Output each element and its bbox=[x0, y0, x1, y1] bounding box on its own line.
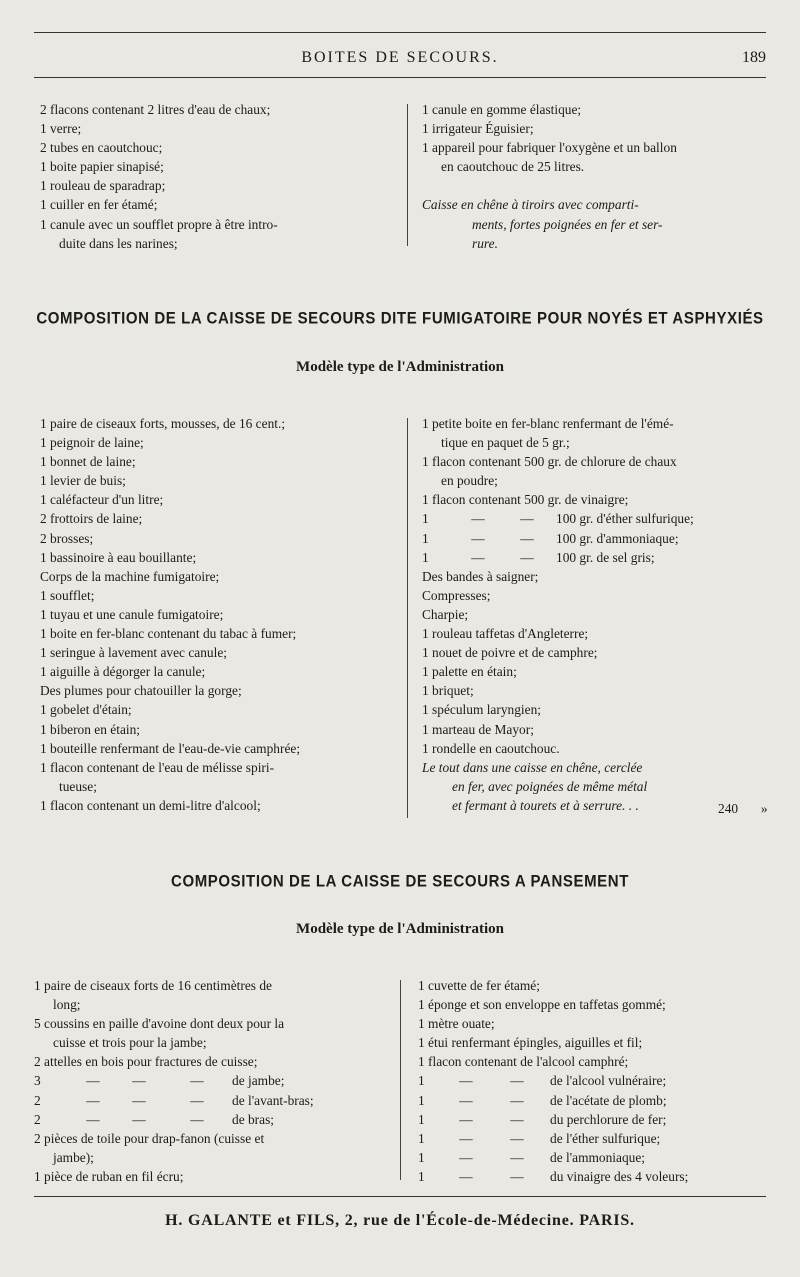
tabular-item bbox=[418, 1148, 773, 1167]
quantity: 1 bbox=[418, 1130, 425, 1146]
list-item: 1 pièce de ruban en fil écru; bbox=[34, 1168, 184, 1184]
list-item: 1 rondelle en caoutchouc. bbox=[422, 740, 560, 756]
list-item: 2 tubes en caoutchouc; bbox=[40, 140, 163, 156]
ditto-mark: — bbox=[86, 1073, 100, 1089]
quantity: 1 bbox=[422, 511, 429, 527]
list-item: 2 frottoirs de laine; bbox=[40, 511, 143, 527]
tabular-item bbox=[418, 1071, 773, 1090]
list-item: 5 coussins en paille d'avoine dont deux pour la bbox=[34, 1016, 285, 1032]
ditto-mark: — bbox=[132, 1073, 146, 1089]
ditto-mark: — bbox=[510, 1073, 524, 1089]
tabular-item bbox=[418, 1167, 773, 1186]
list-item: 1 appareil pour fabriquer l'oxygène et un ballon bbox=[422, 140, 677, 156]
section1-subtitle: Modèle type de l'Administration bbox=[296, 359, 504, 375]
quantity: 1 bbox=[418, 1092, 425, 1108]
top-column-separator bbox=[407, 104, 408, 246]
publisher-footer: H. GALANTE et FILS, 2, rue de l'École-de-Médecine. PARIS. bbox=[165, 1212, 635, 1229]
list-item: 1 boite papier sinapisé; bbox=[40, 159, 164, 175]
list-item: 1 canule en gomme élastique; bbox=[422, 102, 582, 117]
list-item: jambe); bbox=[53, 1149, 94, 1165]
ditto-mark: — bbox=[190, 1073, 204, 1089]
tabular-item bbox=[422, 509, 777, 528]
ditto-mark: — bbox=[520, 530, 534, 546]
ditto-mark: — bbox=[510, 1111, 524, 1127]
closing-note-line: en fer, avec poignées de même métal bbox=[452, 778, 648, 794]
ditto-mark: — bbox=[132, 1111, 146, 1127]
ditto-mark: — bbox=[471, 530, 485, 546]
list-item: 1 rouleau taffetas d'Angleterre; bbox=[422, 626, 589, 642]
ditto-mark: — bbox=[510, 1149, 524, 1165]
list-item: 1 boite en fer-blanc contenant du tabac à fumer; bbox=[40, 626, 297, 642]
item-text: de jambe; bbox=[232, 1073, 285, 1089]
list-item: 1 tuyau et une canule fumigatoire; bbox=[40, 606, 224, 622]
list-item: 1 flacon contenant de l'eau de mélisse spiri- bbox=[40, 759, 275, 775]
list-item: Caisse en chêne à tiroirs avec comparti- bbox=[422, 197, 639, 213]
ditto-mark: — bbox=[510, 1130, 524, 1146]
list-item: 1 levier de buis; bbox=[40, 473, 126, 489]
ditto-mark: — bbox=[471, 511, 485, 527]
list-item: 1 seringue à lavement avec canule; bbox=[40, 645, 228, 661]
list-item: 1 mètre ouate; bbox=[418, 1016, 495, 1032]
section2-right-column bbox=[418, 976, 773, 1186]
list-item: Des plumes pour chatouiller la gorge; bbox=[40, 683, 242, 699]
list-item: 1 rouleau de sparadrap; bbox=[40, 178, 166, 194]
tabular-item bbox=[34, 1110, 384, 1129]
list-item: 1 flacon contenant de l'alcool camphré; bbox=[418, 1054, 629, 1070]
quantity: 1 bbox=[418, 1149, 425, 1165]
quantity: 1 bbox=[422, 549, 429, 565]
ditto-mark: — bbox=[520, 549, 534, 565]
list-item: 1 gobelet d'étain; bbox=[40, 702, 132, 718]
quantity: 1 bbox=[422, 530, 429, 546]
tabular-item bbox=[418, 1129, 773, 1148]
ditto-mark: — bbox=[86, 1092, 100, 1108]
tabular-item bbox=[34, 1071, 384, 1090]
footer-rule bbox=[34, 1196, 766, 1197]
quantity: 2 bbox=[34, 1111, 41, 1127]
section2-left-column bbox=[34, 976, 384, 1186]
ditto-mark: — bbox=[459, 1149, 473, 1165]
quantity: 1 bbox=[418, 1168, 425, 1184]
list-item: Corps de la machine fumigatoire; bbox=[40, 568, 220, 584]
tabular-item bbox=[418, 1091, 773, 1110]
price-amount: 240 bbox=[718, 801, 739, 816]
list-item: 2 flacons contenant 2 litres d'eau de chaux; bbox=[40, 102, 271, 117]
list-item: Charpie; bbox=[422, 606, 469, 622]
ditto-mark: — bbox=[459, 1111, 473, 1127]
list-item: 1 verre; bbox=[40, 121, 82, 137]
list-item: en poudre; bbox=[441, 473, 498, 489]
item-text: de l'ammoniaque; bbox=[550, 1149, 646, 1165]
list-item: 2 attelles en bois pour fractures de cuisse; bbox=[34, 1054, 258, 1070]
section1-right-column bbox=[422, 414, 777, 815]
list-item: rure. bbox=[472, 235, 498, 251]
list-item: duite dans les narines; bbox=[59, 235, 178, 251]
list-item: 1 cuiller en fer étamé; bbox=[40, 197, 158, 213]
tabular-item bbox=[422, 548, 777, 567]
ditto-mark: — bbox=[510, 1168, 524, 1184]
item-text: 100 gr. d'ammoniaque; bbox=[556, 530, 679, 546]
list-item: 1 palette en étain; bbox=[422, 664, 517, 680]
ditto-mark: — bbox=[471, 549, 485, 565]
list-item: ments, fortes poignées en fer et ser- bbox=[472, 216, 663, 232]
price-value bbox=[718, 801, 768, 817]
ditto-mark: — bbox=[510, 1092, 524, 1108]
list-item: 1 petite boite en fer-blanc renfermant de l'émé- bbox=[422, 416, 674, 431]
list-item: 1 bonnet de laine; bbox=[40, 454, 136, 470]
top-left-column bbox=[40, 100, 402, 253]
list-item: 1 soufflet; bbox=[40, 587, 95, 603]
item-text: de l'éther sulfurique; bbox=[550, 1130, 661, 1146]
item-text: de l'acétate de plomb; bbox=[550, 1092, 667, 1108]
quantity: 2 bbox=[34, 1092, 41, 1108]
price-unit: » bbox=[760, 801, 768, 816]
item-text: 100 gr. de sel gris; bbox=[556, 549, 655, 565]
quantity: 1 bbox=[418, 1073, 425, 1089]
closing-note-line: Le tout dans une caisse en chêne, cerclée bbox=[422, 759, 643, 775]
list-item: tique en paquet de 5 gr.; bbox=[441, 435, 570, 451]
ditto-mark: — bbox=[190, 1111, 204, 1127]
quantity: 1 bbox=[418, 1111, 425, 1127]
list-item: 1 canule avec un soufflet propre à être intro- bbox=[40, 216, 278, 232]
ditto-mark: — bbox=[190, 1092, 204, 1108]
header-bottom-rule bbox=[34, 77, 766, 78]
list-item: 1 flacon contenant 500 gr. de chlorure de chaux bbox=[422, 454, 677, 470]
closing-note-line: et fermant à tourets et à serrure. . . bbox=[452, 797, 639, 813]
tabular-item bbox=[418, 1110, 773, 1129]
quantity: 3 bbox=[34, 1073, 41, 1089]
list-item: tueuse; bbox=[59, 778, 97, 794]
item-text: de bras; bbox=[232, 1111, 275, 1127]
list-item: 1 flacon contenant un demi-litre d'alcool; bbox=[40, 797, 261, 813]
list-item: long; bbox=[53, 997, 81, 1013]
list-item: 1 aiguille à dégorger la canule; bbox=[40, 664, 206, 680]
list-item: 1 cuvette de fer étamé; bbox=[418, 978, 540, 993]
section1-left-column bbox=[40, 414, 402, 815]
tabular-item bbox=[422, 529, 777, 548]
item-text: du perchlorure de fer; bbox=[550, 1111, 667, 1127]
ditto-mark: — bbox=[459, 1092, 473, 1108]
list-item bbox=[422, 176, 777, 195]
ditto-mark: — bbox=[520, 511, 534, 527]
item-text: 100 gr. d'éther sulfurique; bbox=[556, 511, 694, 527]
section1-column-separator bbox=[407, 418, 408, 818]
list-item: Compresses; bbox=[422, 587, 491, 603]
section1-title: COMPOSITION DE LA CAISSE DE SECOURS DITE FUMIGATOIRE POUR NOYÉS ET ASPHYXIÉS bbox=[36, 308, 764, 329]
item-text: de l'alcool vulnéraire; bbox=[550, 1073, 667, 1089]
list-item: 1 éponge et son enveloppe en taffetas gommé; bbox=[418, 997, 666, 1013]
list-item: 1 marteau de Mayor; bbox=[422, 721, 534, 737]
list-item: 1 nouet de poivre et de camphre; bbox=[422, 645, 598, 661]
section2-column-separator bbox=[400, 980, 401, 1180]
list-item: 1 biberon en étain; bbox=[40, 721, 141, 737]
list-item: cuisse et trois pour la jambe; bbox=[53, 1035, 207, 1051]
list-item: 1 flacon contenant 500 gr. de vinaigre; bbox=[422, 492, 629, 508]
list-item: 1 spéculum laryngien; bbox=[422, 702, 541, 718]
ditto-mark: — bbox=[132, 1092, 146, 1108]
list-item: 1 irrigateur Éguisier; bbox=[422, 121, 534, 137]
list-item: 2 brosses; bbox=[40, 530, 94, 546]
list-item: 2 pièces de toile pour drap-fanon (cuisse et bbox=[34, 1130, 265, 1146]
list-item: 1 caléfacteur d'un litre; bbox=[40, 492, 164, 508]
page-number: 189 bbox=[742, 49, 766, 66]
item-text: du vinaigre des 4 voleurs; bbox=[550, 1168, 689, 1184]
ditto-mark: — bbox=[459, 1130, 473, 1146]
running-header: BOITES DE SECOURS. bbox=[301, 49, 499, 66]
list-item: 1 paire de ciseaux forts, mousses, de 16 cent.; bbox=[40, 416, 286, 431]
header-top-rule bbox=[34, 32, 766, 33]
section2-subtitle: Modèle type de l'Administration bbox=[296, 921, 504, 937]
ditto-mark: — bbox=[459, 1073, 473, 1089]
item-text: de l'avant-bras; bbox=[232, 1092, 314, 1108]
section2-title: COMPOSITION DE LA CAISSE DE SECOURS A PANSEMENT bbox=[171, 871, 629, 892]
ditto-mark: — bbox=[86, 1111, 100, 1127]
ditto-mark: — bbox=[459, 1168, 473, 1184]
list-item: 1 briquet; bbox=[422, 683, 474, 699]
tabular-item bbox=[34, 1091, 384, 1110]
list-item: Des bandes à saigner; bbox=[422, 568, 539, 584]
list-item: 1 bouteille renfermant de l'eau-de-vie camphrée; bbox=[40, 740, 301, 756]
list-item: en caoutchouc de 25 litres. bbox=[441, 159, 585, 175]
top-right-column bbox=[422, 100, 777, 253]
list-item: 1 bassinoire à eau bouillante; bbox=[40, 549, 197, 565]
list-item: 1 paire de ciseaux forts de 16 centimètres de bbox=[34, 978, 272, 993]
list-item: 1 étui renfermant épingles, aiguilles et fil; bbox=[418, 1035, 643, 1051]
list-item: 1 peignoir de laine; bbox=[40, 435, 144, 451]
